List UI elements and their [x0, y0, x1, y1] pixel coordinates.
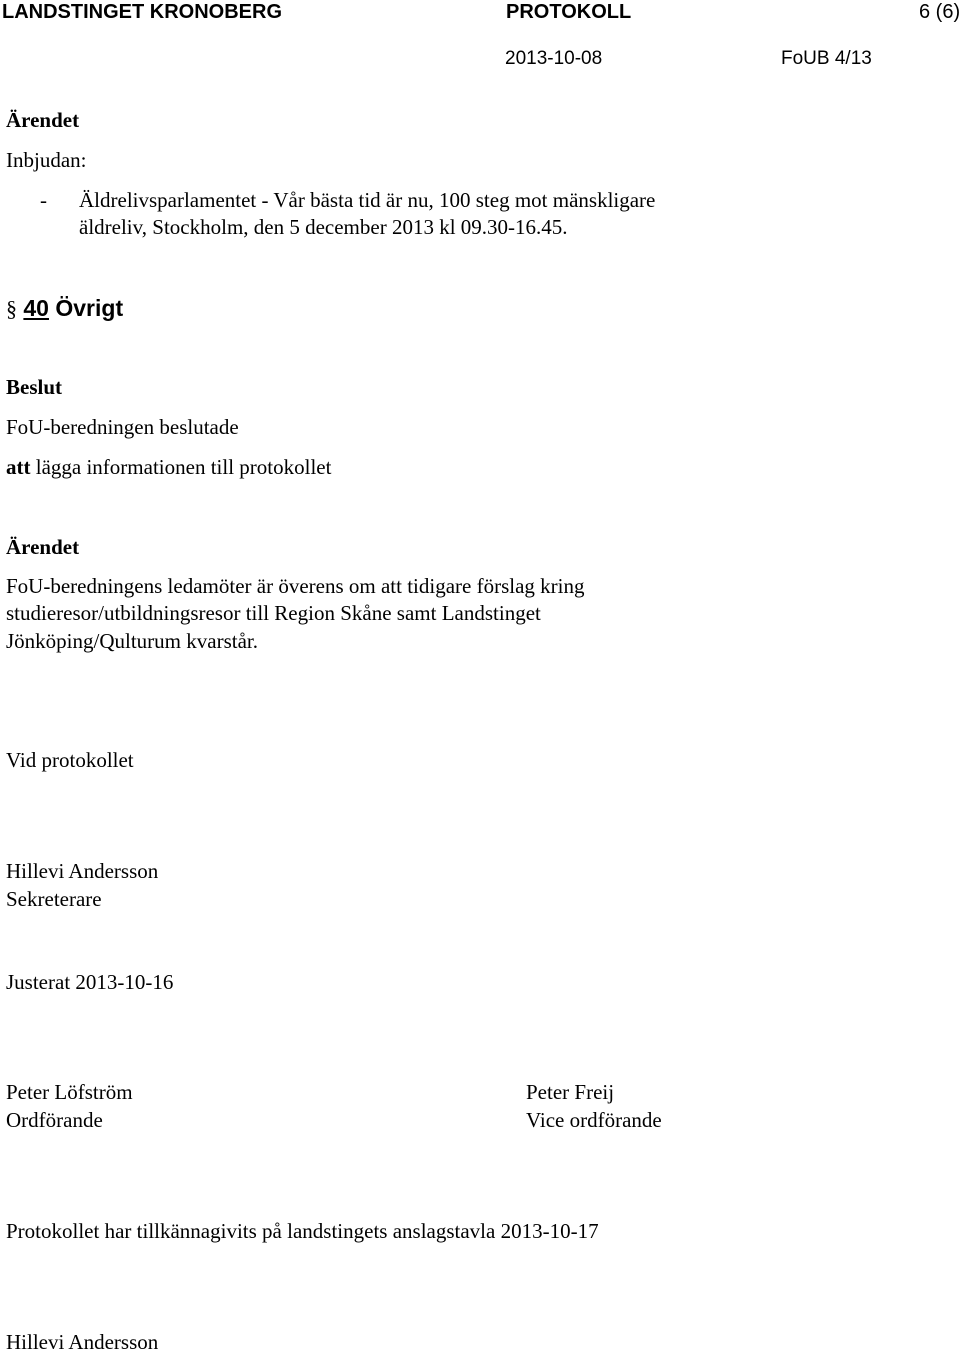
decision-att: att	[6, 455, 31, 479]
matter-heading: Ärendet	[6, 535, 80, 559]
chair-role: Ordförande	[6, 1108, 103, 1132]
secretary-name: Hillevi Andersson	[6, 859, 159, 883]
decision-intro: FoU-beredningen beslutade	[6, 415, 239, 439]
section-number: 40	[23, 295, 49, 321]
matter-line-3: Jönköping/Qulturum kvarstår.	[6, 629, 258, 653]
decision-text: lägga informationen till protokollet	[35, 455, 332, 479]
invitation-line-2: äldreliv, Stockholm, den 5 december 2013 kl 09.30-16.45.	[79, 215, 568, 239]
secretary-role: Sekreterare	[6, 887, 102, 911]
organization-name: LANDSTINGET KRONOBERG	[2, 1, 282, 23]
document-reference: FoUB 4/13	[781, 48, 872, 69]
section-title-text: Övrigt	[55, 295, 124, 321]
vice-chair-name: Peter Freij	[526, 1080, 615, 1104]
bullet-marker: -	[40, 188, 47, 212]
decision-line	[6, 453, 331, 481]
matter-line-1: FoU-beredningens ledamöter är överens om att tidigare förslag kring	[6, 574, 585, 598]
matter-line-2: studieresor/utbildningsresor till Region Skåne samt Landstinget	[6, 601, 541, 625]
section-title	[6, 294, 123, 323]
minutes-label: Vid protokollet	[6, 748, 134, 772]
document-type: PROTOKOLL	[506, 1, 632, 23]
invitation-intro: Inbjudan:	[6, 148, 87, 172]
adjusted-date: Justerat 2013-10-16	[6, 970, 174, 994]
invitation-line-1: Äldrelivsparlamentet - Vår bästa tid är nu, 100 steg mot mänskligare	[79, 188, 656, 212]
section-symbol: §	[6, 296, 17, 321]
meeting-date: 2013-10-08	[505, 48, 603, 69]
final-signature-name: Hillevi Andersson	[6, 1330, 159, 1354]
decision-heading: Beslut	[6, 375, 63, 399]
previous-matter-heading: Ärendet	[6, 108, 80, 132]
announcement: Protokollet har tillkännagivits på landstingets anslagstavla 2013-10-17	[6, 1219, 599, 1243]
vice-chair-role: Vice ordförande	[526, 1108, 662, 1132]
chair-name: Peter Löfström	[6, 1080, 133, 1104]
page-number: 6 (6)	[919, 1, 960, 23]
